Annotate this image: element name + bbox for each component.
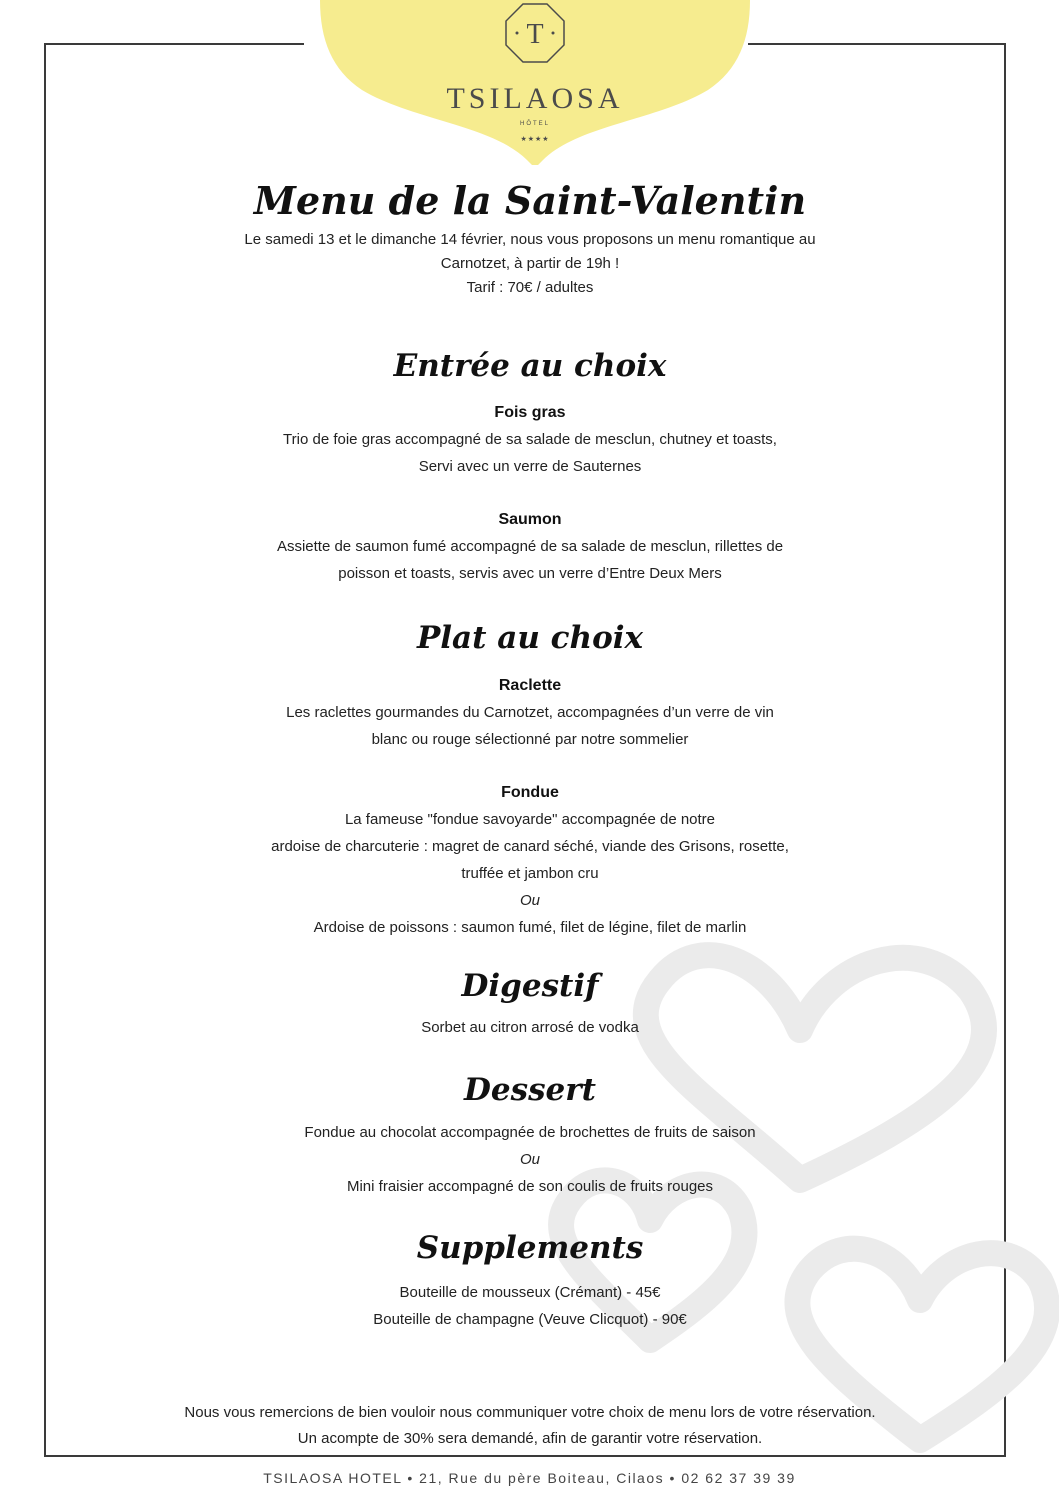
hotel-stars: ★★★★ (520, 136, 550, 143)
dessert-block (44, 1119, 1016, 1200)
footer-address: TSILAOSA HOTEL • 21, Rue du père Boiteau, Cilaos • 02 62 37 39 39 (263, 1470, 796, 1486)
plat-block (44, 673, 1016, 941)
dish-desc-line: Assiette de saumon fumé accompagné de sa salade de mesclun, rillettes de (276, 538, 784, 555)
notice-block (44, 1400, 1016, 1452)
notice-line-2: Un acompte de 30% sera demandé, afin de garantir votre réservation. (297, 1430, 763, 1447)
monogram-dot-right (552, 32, 555, 35)
intro-line-2: Carnotzet, à partir de 19h ! (440, 255, 620, 272)
intro-block (44, 228, 1016, 300)
supplements-heading: Supplements (416, 1230, 644, 1266)
dish-desc-line: Les raclettes gourmandes du Carnotzet, accompagnées d’un verre de vin (286, 704, 774, 721)
dessert-heading: Dessert (464, 1072, 596, 1108)
plat-heading: Plat au choix (416, 620, 644, 656)
dish-desc-line: truffée et jambon cru (461, 865, 599, 882)
or-separator: Ou (519, 1151, 540, 1168)
digestif-heading: Digestif (461, 968, 599, 1004)
dish-desc-line: ardoise de charcuterie : magret de canard séché, viande des Grisons, rosette, (271, 838, 789, 855)
dish-desc-line: Trio de foie gras accompagné de sa salade de mesclun, chutney et toasts, (283, 431, 777, 448)
hotel-subtitle: HÔTEL (519, 121, 550, 127)
monogram-dot-left (516, 32, 519, 35)
dish-desc-line: La fameuse "fondue savoyarde" accompagnée de notre (344, 811, 716, 828)
supplement-line: Bouteille de mousseux (Crémant) - 45€ (399, 1284, 661, 1301)
notice-line-1: Nous vous remercions de bien vouloir nous communiquer votre choix de menu lors de votre réservation. (184, 1404, 876, 1421)
supplements-block (44, 1279, 1016, 1333)
frame-top-left (44, 43, 304, 45)
intro-price: Tarif : 70€ / adultes (466, 279, 594, 296)
dish-desc-line: Servi avec un verre de Sauternes (418, 458, 642, 475)
dish-name-fondue: Fondue (501, 784, 559, 801)
dessert-line: Mini fraisier accompagné de son coulis de fruits rouges (346, 1178, 713, 1195)
entree-block (44, 400, 1016, 587)
dish-desc-line: Ardoise de poissons : saumon fumé, filet de légine, filet de marlin (313, 919, 747, 936)
dish-desc-line: poisson et toasts, servis avec un verre d’Entre Deux Mers (338, 565, 722, 582)
digestif-line: Sorbet au citron arrosé de vodka (421, 1019, 639, 1036)
dish-name-saumon: Saumon (498, 511, 562, 528)
or-separator: Ou (519, 892, 540, 909)
dish-desc-line: blanc ou rouge sélectionné par notre sommelier (371, 731, 689, 748)
dish-name-foie-gras: Fois gras (494, 404, 566, 421)
menu-title: Menu de la Saint-Valentin (253, 178, 807, 223)
monogram-letter: T (526, 19, 544, 50)
entree-heading: Entrée au choix (393, 348, 667, 384)
digestif-block (44, 1016, 1016, 1040)
supplement-line: Bouteille de champagne (Veuve Clicquot) - 90€ (373, 1311, 687, 1328)
dessert-line: Fondue au chocolat accompagnée de brochettes de fruits de saison (304, 1124, 756, 1141)
intro-line-1: Le samedi 13 et le dimanche 14 février, nous vous proposons un menu romantique au (244, 231, 816, 248)
dish-name-raclette: Raclette (498, 677, 562, 694)
frame-top-right (748, 43, 1006, 45)
hotel-name: TSILAOSA (446, 82, 624, 115)
